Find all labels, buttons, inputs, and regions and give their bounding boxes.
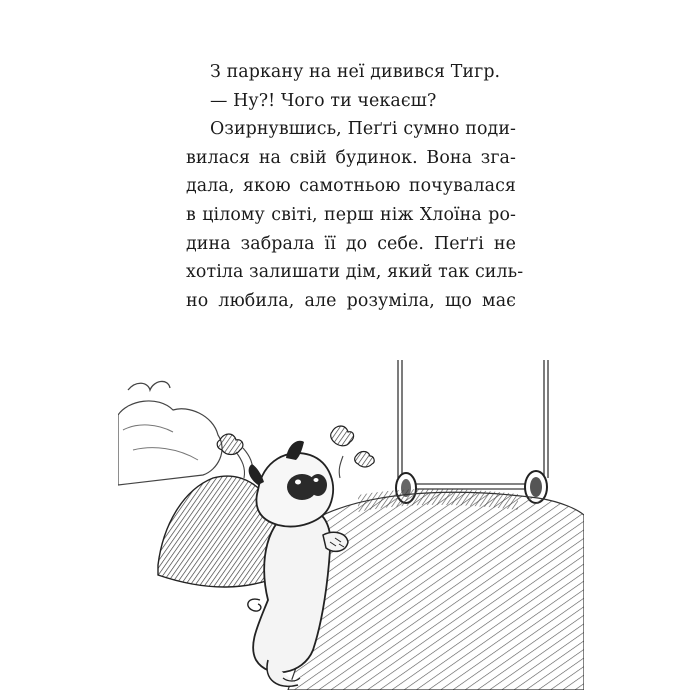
text-line: дала, якою самотньою почувалася — [186, 176, 516, 197]
bush — [118, 401, 222, 485]
text-line: дина забрала її до себе. Пеґґі не — [186, 233, 516, 254]
text-line: хотіла залишати дім, який так силь- — [186, 262, 524, 283]
text-line: в цілому світі, перш ніж Хлоїна ро- — [186, 204, 516, 225]
text-line: но любила, але розуміла, що має — [186, 290, 516, 311]
text-line: вилася на свій будинок. Вона зга- — [186, 147, 516, 168]
dirt-slope — [288, 492, 584, 690]
text-line: З паркану на неї дивився Тигр. — [210, 62, 501, 82]
pug-digging-illustration — [118, 360, 584, 690]
text-line: — Ну?! Чого ти чекаєш? — [210, 90, 437, 111]
story-text — [186, 58, 524, 315]
text-line: Озирнувшись, Пеґґі сумно поди- — [210, 119, 516, 140]
swing-frame — [398, 360, 548, 478]
